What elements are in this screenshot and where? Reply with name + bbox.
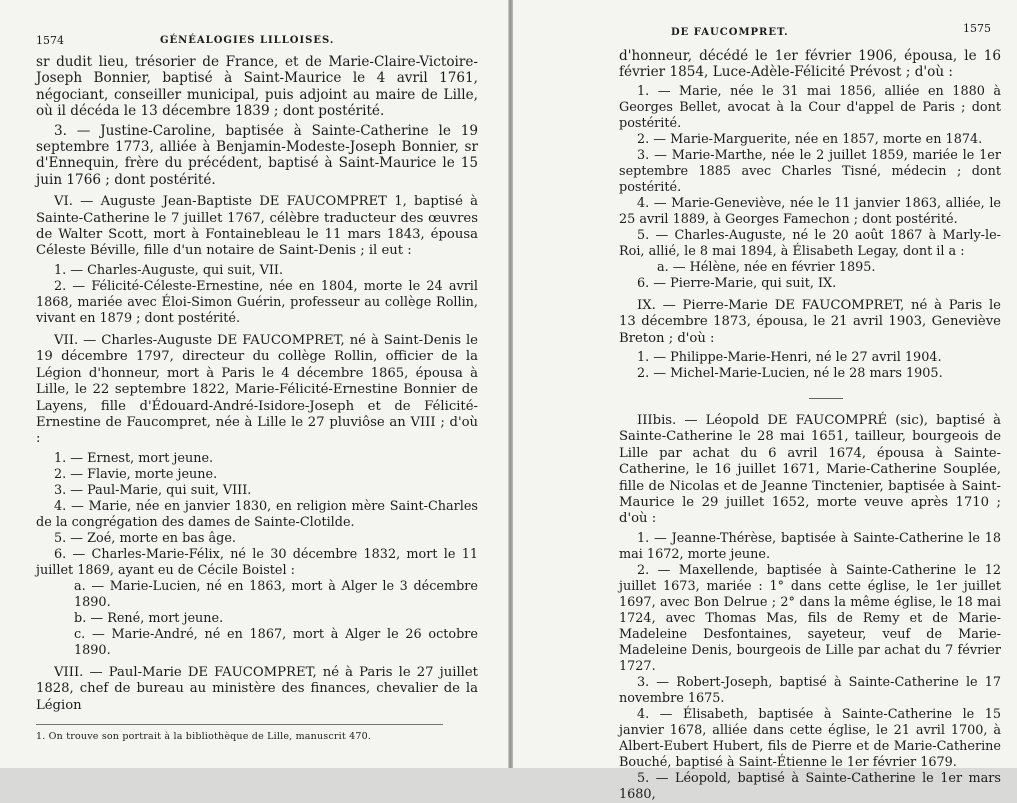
list-item: 2. — Maxellende, baptisée à Sainte-Catherine le 12 juillet 1673, mariée : 1° dans cette église, le 1er juillet 1697, avec Bon Delrue ; 2° dans la même église, le 18 mai 1724, avec Thomas Mas, fils de Remy et de Marie-Madeleine Desfontaines, sayeteur, veuf de Marie-Madeleine Denis, bourgeois de Lille par achat du 7 février 1727. xyxy=(619,562,1001,674)
list-item: 3. — Paul-Marie, qui suit, VIII. xyxy=(54,482,252,498)
list-item: 1. — Jeanne-Thérèse, baptisée à Sainte-Catherine le 18 mai 1672, morte jeune. xyxy=(619,530,1001,562)
generation-heading-vi: VI. — Auguste Jean-Baptiste DE FAUCOMPRET 1, baptisé à Sainte-Catherine le 7 juillet 1767, célèbre traducteur des œuvres de Walter Scott, mort à Fontainebleau le 11 mars 1843, épousa Céleste Béville, fille d'un notaire de Saint-Denis ; il eut : xyxy=(36,194,478,259)
list-item: 3. — Marie-Marthe, née le 2 juillet 1859, mariée le 1er septembre 1885 avec Charles Tisné, médecin ; dont postérité. xyxy=(619,147,1001,195)
footnote: 1. On trouve son portrait à la bibliothèque de Lille, manuscrit 470. xyxy=(36,730,372,742)
list-item: 1. — Philippe-Marie-Henri, né le 27 avril 1904. xyxy=(637,350,942,366)
list-item: 6. — Charles-Marie-Félix, né le 30 décembre 1832, mort le 11 juillet 1869, ayant eu de Cécile Boistel : xyxy=(36,546,478,578)
list-item: 5. — Léopold, baptisé à Sainte-Catherine le 1er mars 1680, xyxy=(619,770,1001,802)
list-item: 1. — Marie, née le 31 mai 1856, alliée en 1880 à Georges Bellet, avocat à la Cour d'appel de Paris ; dont postérité. xyxy=(619,83,1001,131)
left-page-number: 1574 xyxy=(36,34,64,47)
paragraph: sr dudit lieu, trésorier de France, et de Marie-Claire-Victoire-Joseph Bonnier, baptisé à Saint-Maurice le 4 avril 1761, négociant, conseiller municipal, puis adjoint au maire de Lille, où il décéda le 13 décembre 1839 ; dont postérité. xyxy=(36,54,478,120)
list-item: 1. — Charles-Auguste, qui suit, VII. xyxy=(54,262,284,278)
sub-list-item: a. — Marie-Lucien, né en 1863, mort à Alger le 3 décembre 1890. xyxy=(74,578,478,610)
left-running-title: GÉNÉALOGIES LILLOISES. xyxy=(160,35,335,46)
sub-list-item: a. — Hélène, née en février 1895. xyxy=(657,259,876,275)
list-item: 2. — Félicité-Céleste-Ernestine, née en 1804, morte le 24 avril 1868, mariée avec Éloi-Simon Guérin, professeur au collège Rollin, vivant en 1879 ; dont postérité. xyxy=(36,278,478,326)
list-item: 5. — Charles-Auguste, né le 20 août 1867 à Marly-le-Roi, allié, le 8 mai 1894, à Élisabeth Legay, dont il a : xyxy=(619,227,1001,259)
sub-list-item: c. — Marie-André, né en 1867, mort à Alger le 26 octobre 1890. xyxy=(74,626,478,658)
generation-heading-ix: IX. — Pierre-Marie DE FAUCOMPRET, né à Paris le 13 décembre 1873, épousa, le 21 avril 1903, Geneviève Breton ; d'où : xyxy=(619,297,1001,346)
list-item: 4. — Élisabeth, baptisée à Sainte-Catherine le 15 janvier 1678, alliée dans cette église, le 21 avril 1700, à Albert-Eubert Hubert, fils de Pierre et de Marie-Catherine Bouché, baptisé à Saint-Étienne le 1er février 1679. xyxy=(619,706,1001,770)
right-page-header xyxy=(619,22,1001,48)
right-page xyxy=(513,0,1017,802)
list-item: 2. — Flavie, morte jeune. xyxy=(54,466,218,482)
sub-list-item: b. — René, mort jeune. xyxy=(74,610,224,626)
left-page-header xyxy=(36,28,478,54)
list-item: 6. — Pierre-Marie, qui suit, IX. xyxy=(637,275,837,291)
generation-heading-vii: VII. — Charles-Auguste DE FAUCOMPRET, né à Saint-Denis le 19 décembre 1797, directeur du collège Rollin, officier de la Légion d'honneur, mort à Paris le 4 décembre 1865, épousa à Lille, le 22 septembre 1822, Marie-Félicité-Ernestine Bonnier de Layens, fille d'Édouard-André-Isidore-Joseph et de Félicité-Ernestine de Faucompret, née à Lille le 27 pluviôse an VIII ; d'où : xyxy=(36,332,478,447)
list-item: 2. — Michel-Marie-Lucien, né le 28 mars 1905. xyxy=(637,366,943,382)
generation-heading-viii: VIII. — Paul-Marie DE FAUCOMPRET, né à Paris le 27 juillet 1828, chef de bureau au ministère des finances, chevalier de la Légion xyxy=(36,664,478,713)
list-item: 4. — Marie, née en janvier 1830, en religion mère Saint-Charles de la congrégation des dames de Sainte-Clotilde. xyxy=(36,498,478,530)
list-item: 4. — Marie-Geneviève, née le 11 janvier 1863, alliée, le 25 avril 1889, à Georges Famechon ; dont postérité. xyxy=(619,195,1001,227)
list-item: 2. — Marie-Marguerite, née en 1857, morte en 1874. xyxy=(637,131,983,147)
list-item: 3. — Robert-Joseph, baptisé à Sainte-Catherine le 17 novembre 1675. xyxy=(619,674,1001,706)
right-page-number: 1575 xyxy=(963,22,991,35)
right-running-title: DE FAUCOMPRET. xyxy=(671,27,789,38)
left-page xyxy=(0,0,508,768)
footnote-divider xyxy=(36,724,443,725)
generation-heading-iii-bis: IIIbis. — Léopold DE FAUCOMPRÉ (sic), baptisé à Sainte-Catherine le 28 mai 1651, tailleur, bourgeois de Lille par achat du 6 avril 1674, épousa à Sainte-Catherine, le 16 juillet 1671, Marie-Catherine Souplée, fille de Nicolas et de Jeanne Tinctenier, baptisée à Saint-Maurice le 29 juillet 1652, morte veuve après 1710 ; d'où : xyxy=(619,413,1001,527)
list-item: 1. — Ernest, mort jeune. xyxy=(54,450,214,466)
paragraph: 3. — Justine-Caroline, baptisée à Sainte-Catherine le 19 septembre 1773, alliée à Benjamin-Modeste-Joseph Bonnier, sr d'Ennequin, frère du précédent, baptisé à Saint-Maurice le 15 juin 1766 ; dont postérité. xyxy=(36,122,478,188)
list-item: 5. — Zoé, morte en bas âge. xyxy=(54,530,236,546)
section-divider xyxy=(809,398,843,399)
paragraph: d'honneur, décédé le 1er février 1906, épousa, le 16 février 1854, Luce-Adèle-Félicité Prévost ; d'où : xyxy=(619,48,1001,81)
